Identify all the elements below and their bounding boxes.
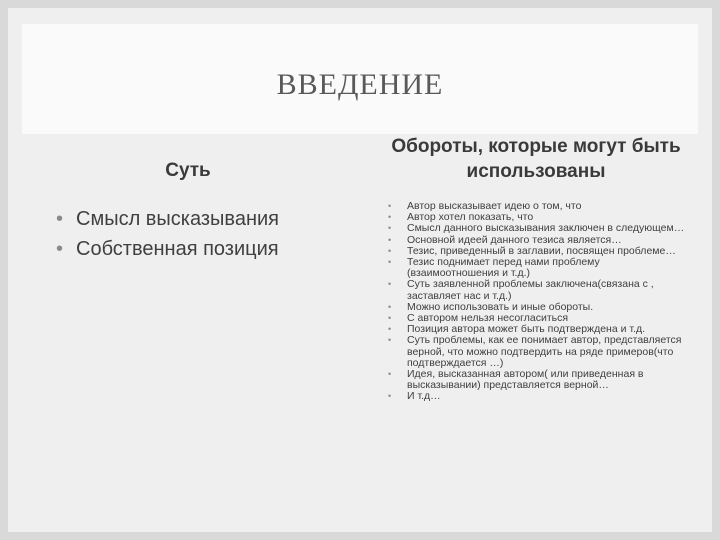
list-item: • Идея, высказанная автором( или приведенная в высказывании) представляется верной… [388, 369, 688, 391]
list-item: • Можно использовать и иные обороты. [388, 302, 688, 313]
list-item: • Основной идеей данного тезиса является… [388, 235, 688, 246]
list-item: • Автор высказывает идею о том, что [388, 201, 688, 212]
list-item: • Тезис, приведенный в заглавии, посвящен проблеме… [388, 246, 688, 257]
list-item: • Суть заявленной проблемы заключена(связана с , заставляет нас и т.д.) [388, 279, 688, 301]
right-bullet-list [388, 201, 688, 403]
list-item: • Смысл высказывания [56, 204, 279, 234]
slide-title: ВВЕДЕНИЕ [276, 68, 444, 101]
list-item: • Тезис поднимает перед нами проблему (взаимоотношения и т.д.) [388, 257, 688, 279]
slide [8, 8, 712, 532]
list-item: • Собственная позиция [56, 234, 279, 264]
list-item: • И т.д… [388, 391, 688, 402]
left-bullet-list [56, 204, 279, 264]
title-band [22, 24, 698, 134]
left-column-heading: Суть [165, 160, 211, 181]
list-item: • Смысл данного высказывания заключен в следующем… [388, 223, 688, 234]
list-item: • Суть проблемы, как ее понимает автор, представляется верной, что можно подтвердить на ряде примеров(что подтверждается …) [388, 335, 688, 369]
list-item: • Автор хотел показать, что [388, 212, 688, 223]
list-item: • С автором нельзя несогласиться [388, 313, 688, 324]
list-item: • Позиция автора может быть подтверждена и т.д. [388, 324, 688, 335]
right-column-heading: Обороты, которые могут быть использованы [391, 136, 681, 182]
